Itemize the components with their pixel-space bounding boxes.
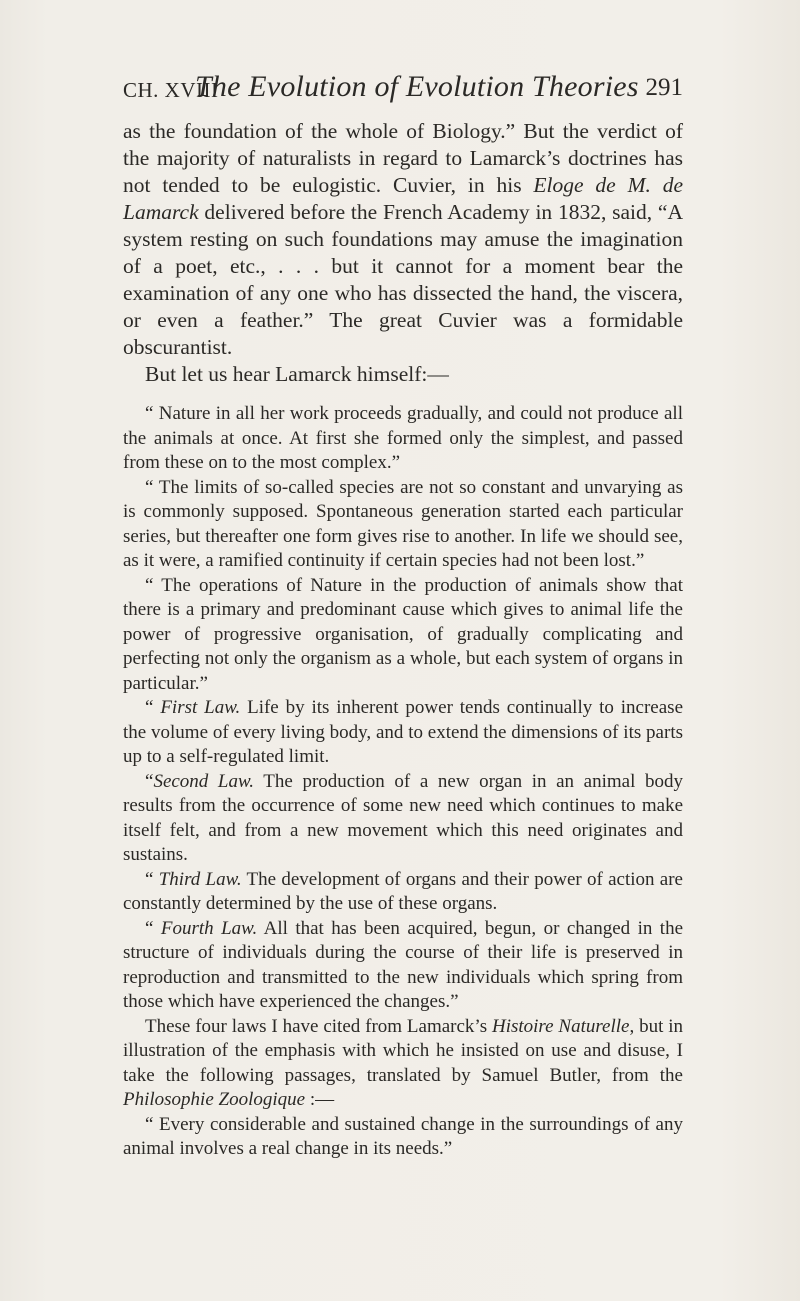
open-quote: “ [145,868,159,890]
paragraph-text: :— [305,1089,335,1110]
quote-second-law [123,770,683,868]
open-quote: “ [145,697,161,718]
paragraph-text: These four laws I have cited from Lamarck’s [145,1015,492,1037]
page-number: 291 [645,74,683,101]
quote-species-limits: “ The limits of so-called species are not so constant and unvarying as is commonly supposed. Spontaneous generation started each particular series, but thereafter one form gives rise to another. In life we should see, as it were, a ramified continuity if certain species had not been lost.” [123,476,683,571]
open-quote: “ [145,770,154,792]
paragraph-verdict [123,118,683,361]
law-heading: First Law. [160,697,241,718]
law-text: The production of a new organ in an animal body results from the occurrence of some new need which continues to make itself felt, and from a new movement which this need originates and sustains. [123,770,683,865]
law-text: All that has been acquired, begun, or changed in the structure of individuals during the course of their life is preserved in reproduction and transmitted to the new individuals which spring from those which have experienced the changes.” [123,917,684,1012]
quote-surroundings: “ Every considerable and sustained change in the surroundings of any animal involves a real change in its needs.” [123,1113,683,1159]
open-quote: “ [145,917,161,939]
paragraph-four-laws [123,1015,683,1113]
book-title: Philosophie Zoologique [123,1089,306,1110]
quote-gradual: “ Nature in all her work proceeds gradually, and could not produce all the animals at once. At first she formed only the simplest, and passed from these on to the most complex.” [123,403,683,473]
running-title: The Evolution of Evolution Theories [195,70,639,103]
law-text: Life by its inherent power tends continually to increase the volume of every living body, and to extend the dimensions of its parts up to a self-regulated limit. [123,697,683,767]
lamarck-quotations [123,402,683,1162]
paragraph-lamarck-intro: But let us hear Lamarck himself:— [145,362,449,386]
quote-fourth-law [123,917,683,1015]
quote-third-law [123,868,683,917]
paragraph-text: , but in illustration of the emphasis with which he insisted on use and disuse, I take the following passages, translated by Samuel Butler, from the [123,1015,683,1086]
law-heading: Fourth Law. [160,917,258,939]
chapter-label: CH. XVIII [123,78,219,102]
body-text [123,118,683,1162]
running-head [123,68,683,108]
law-heading: Third Law. [158,868,242,890]
law-heading: Second Law. [153,770,255,792]
law-text: The development of organs and their power of action are constantly determined by the use of these organs. [123,868,683,914]
quote-first-law [123,696,683,770]
book-title: Eloge de M. de Lamarck [123,173,683,224]
quote-operations: “ The operations of Nature in the production of animals show that there is a primary and predominant cause which gives to animal life the power of progressive organisation, of gradually complicating and perfecting not only the organism as a whole, but each system of organs in particular.” [123,574,683,694]
book-title: Histoire Naturelle [491,1015,630,1037]
paragraph-text: as the foundation of the whole of Biology.” But the verdict of the majority of naturalists in regard to Lamarck’s doctrines has not tended to be eulogistic. Cuvier, in his [123,119,683,197]
paragraph-text: delivered before the French Academy in 1832, said, “A system resting on such foundations may amuse the imagination of a poet, etc., . . . but it cannot for a moment bear the examination of any one who has dissected the hand, the viscera, or even a feather.” The great Cuvier was a formidable obscurantist. [123,200,683,359]
